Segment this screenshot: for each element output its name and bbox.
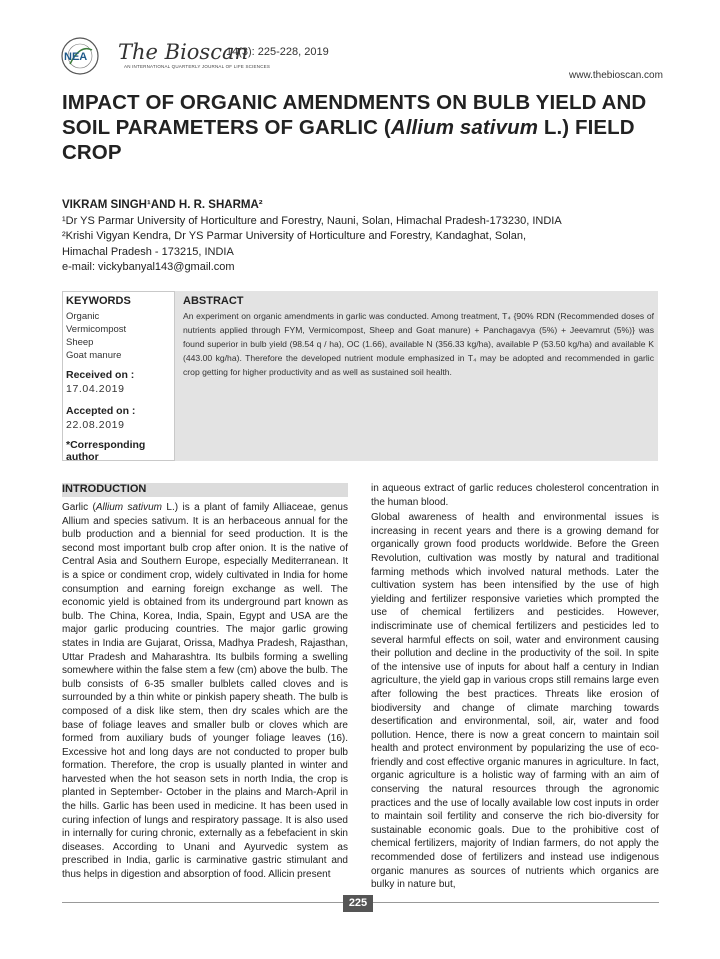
keyword-item: Organic bbox=[66, 311, 100, 322]
journal-subtitle: AN INTERNATIONAL QUARTERLY JOURNAL OF LIFE SCIENCES bbox=[124, 64, 271, 69]
introduction-title: INTRODUCTION bbox=[62, 483, 147, 495]
keyword-item: Goat manure bbox=[66, 350, 122, 361]
intro-paragraph-continued: in aqueous extract of garlic reduces cholesterol concentration in the human blood. bbox=[371, 483, 659, 508]
affiliation-2: ²Krishi Vigyan Kendra, Dr YS Parmar University of Horticulture and Forestry, Kandaghat, Solan, bbox=[62, 230, 527, 243]
intro-paragraph-2: Global awareness of health and environmental issues is increasing in recent years and there is a growing demand for organically grown food products worldwide. Before the Green Revolution, cultivation was mostly by natural and traditional farming methods which involved natural methods. Later the cultivation system has been intensified by the use of high yielding and fertilizer responsive varieties which prompted the use of chemical fertilizers and pesticides. However, indiscriminate use of chemical fertilizers and pesticides led to several harmful effects on soil, water and environment causing their pollution and decline in the productivity of the soil. In spite of the intensive use of inputs for about half a century in Indian agriculture, the yield gap in various crops still remains large even after following the best practices. Threats like erosion of biodiversity and change of climate marching towards desertification and environmental, soil, air, water and food pollution. Hence, there is now a great concern to maintain soil health and protect environment by popularizing the use of eco-friendly and cost effective organic manures in agriculture. In fact, organic agriculture is a holistic way of farming with an aim of conserving the natural resources through the agronomic practices and the use of locally available low cost inputs in order to maintain soil fertility and conserve the rich bio-diversity for sustainable economic goals. Due to the prohibitive cost of chemical fertilizers, majority of Indian farmers, do not apply the recommended dose of fertilizers and instead use indigenous organic manures as sources of nutrients which organics are bulky in nature but, bbox=[371, 512, 659, 891]
email[interactable]: e-mail: vickybanyal143@gmail.com bbox=[62, 260, 235, 273]
accepted-date: 22.08.2019 bbox=[66, 419, 125, 431]
column-left bbox=[62, 501, 348, 884]
article-title: IMPACT OF ORGANIC AMENDMENTS ON BULB YIELD AND SOIL PARAMETERS OF GARLIC (Allium sativum L.) FIELD CROP bbox=[62, 91, 647, 164]
keywords-title: KEYWORDS bbox=[66, 295, 131, 307]
abstract-text: An experiment on organic amendments in garlic was conducted. Among treatment, T₄ {90% RDN (Recommended doses of nutrients applied through FYM, Vermicompost, Sheep and Goat manure) + Panchagavya (5%) + Jeevamrut (5%)} was found superior in bulb yield (98.54 q / ha), OC (1.66), available N (356.33 kg/ha), available P (53.50 kg/ha) and available K (443.00 kg/ha). Therefore the developed nutrient module emphasized in T₄ may be adopted and recommended in garlic crop getting for higher productivity and as well as sustained soil health. bbox=[183, 311, 654, 377]
intro-paragraph-1: Garlic (Allium sativum L.) is a plant of family Alliaceae, genus Allium and species sativum. It is an herbaceous annual for the bulb production and a biennial for seed production. It is the second most important bulb crop after onion. It is the native of Central Asia and Southern Europe, especially Mediterranean. It is a spice or condiment crop, widely cultivated in India for home consumption and earning foreign exchange as well. The economic yield is obtained from its underground part known as bulb. The China, Korea, India, Spain, Egypt and USA are the major garlic producing countries. The major garlic growing states in India are Gujarat, Orissa, Madhya Pradesh, Rajasthan, Uttar Pradesh and Maharashtra. Its bulbils forming a swelling somewhere within the false stem a few (cm) above the bulb. The bulb consists of 6-35 smaller bulblets called cloves and is surrounded by a thin white or pinkish papery sheath. The bulb is composed of a disk like stem, then dry scales which are the base of foliage leaves and smaller bulb or cloves which are formed from auxiliary buds of younger foliage leaves (16). Excessive hot and long days are not conducted to proper bulb formation. Therefore, the crop is usually planted in winter and harvested when the hot season sets in north India, the crop is planted in September- October in the plains and March-April in the hills. Garlic has been used in medicine. It has been used in curing infection of lungs and respiratory passage. It is also used in internally for curing chronic, externally as a febefacient in skin diseases. According to Unani and Ayurvedic system as prescribed in India, garlic is carminative gastric stimulant and thus helps in digestion and absorption of food. Allicin present bbox=[62, 502, 348, 881]
author-list: VIKRAM SINGH¹AND H. R. SHARMA² bbox=[62, 199, 263, 211]
page-number: 225 bbox=[343, 895, 373, 912]
issue-info: 14(3): 225-228, 2019 bbox=[226, 46, 329, 58]
column-right bbox=[371, 482, 659, 894]
journal-name: The Bioscan bbox=[118, 40, 249, 64]
corresponding-label-cont: author bbox=[66, 451, 99, 463]
affiliation-2-cont: Himachal Pradesh - 173215, INDIA bbox=[62, 245, 234, 258]
affiliation-1: ¹Dr YS Parmar University of Horticulture and Forestry, Nauni, Solan, Himachal Pradesh-173230, INDIA bbox=[62, 215, 562, 227]
keyword-item: Sheep bbox=[66, 337, 94, 348]
received-label: Received on : bbox=[66, 369, 135, 381]
received-date: 17.04.2019 bbox=[66, 383, 125, 395]
corresponding-label: *Corresponding bbox=[66, 439, 146, 451]
abstract-title: ABSTRACT bbox=[183, 295, 244, 307]
logo-text: NEA bbox=[64, 51, 88, 63]
keyword-item: Vermicompost bbox=[66, 324, 127, 335]
accepted-label: Accepted on : bbox=[66, 405, 136, 417]
affiliations bbox=[62, 214, 562, 275]
journal-logo bbox=[58, 36, 116, 76]
journal-website[interactable]: www.thebioscan.com bbox=[569, 70, 663, 81]
